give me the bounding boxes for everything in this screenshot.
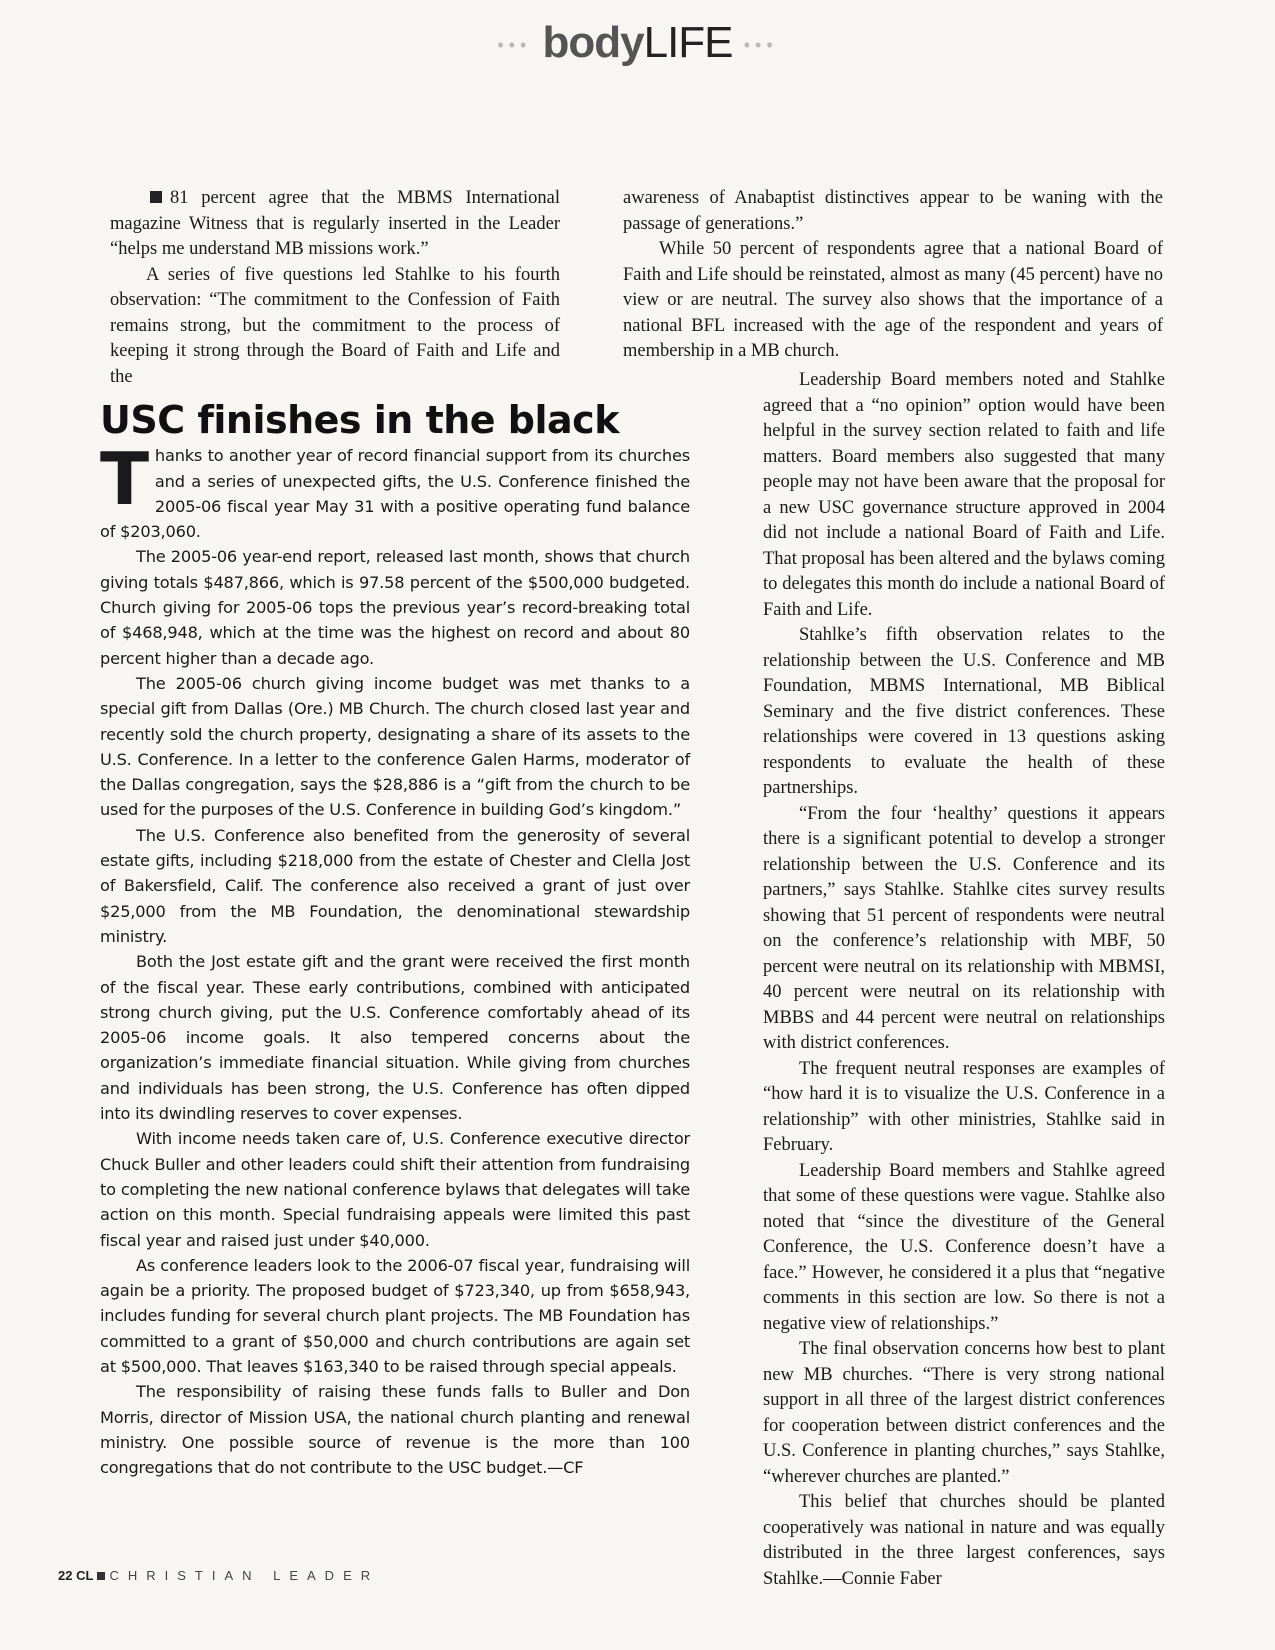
top-right-column: [623, 186, 1163, 365]
article-paragraph: As conference leaders look to the 2006-07 fiscal year, fundraising will again be a priority. The proposed budget of $723,340, up from $658,943, includes funding for several church plant projects. The MB Foundation has committed to a grant of $50,000 and church contributions are again set at $500,000. That leaves $163,340 to be raised through special appeals.: [100, 1255, 690, 1376]
page-number: 22: [58, 1568, 73, 1583]
article-lead: [100, 437, 690, 544]
header-body: body: [542, 18, 644, 67]
header-dots-left: •••: [497, 34, 532, 55]
footer-cl: CL: [76, 1568, 94, 1583]
paragraph: The frequent neutral responses are examples of “how hard it is to visualize the U.S. Conference in a relationship” with other ministries, Stahlke said in February.: [763, 1058, 1165, 1155]
header-dots-right: •••: [743, 34, 778, 55]
magazine-name: CHRISTIAN LEADER: [109, 1568, 380, 1583]
paragraph: Leadership Board members noted and Stahlke agreed that a “no opinion” option would have been helpful in the survey section related to faith and life matters. Board members also suggested that many people may not have been aware that the proposal for a new USC governance structure approved in 2004 did not include a national Board of Faith and Life. That proposal has been altered and the bylaws coming to delegates this month do include a national Board of Faith and Life.: [763, 370, 1165, 620]
article-paragraph: With income needs taken care of, U.S. Conference executive director Chuck Buller and other leaders could shift their attention from fundraising to completing the new national conference bylaws that delegates will take action on this month. Special fundraising appeals were limited this past fiscal year and raised just under $40,000.: [100, 1129, 690, 1250]
paragraph: Leadership Board members and Stahlke agreed that some of these questions were vague. Stahlke also noted that “since the divestiture of the General Conference, the U.S. Conference doesn’t have a face.” However, he considered it a plus that “negative comments in this section are low. So there is not a negative view of relationships.”: [763, 1160, 1165, 1334]
paragraph: “From the four ‘healthy’ questions it appears there is a significant potential to develop a stronger relationship between the U.S. Conference and its partners,” says Stahlke. Stahlke cites survey results showing that 51 percent of respondents were neutral on the conference’s relationship with MBF, 50 percent were neutral on its relationship with MBMSI, 40 percent were neutral on its relationship with MBBS and 44 percent were neutral on relationships with district conferences.: [763, 803, 1165, 1053]
paragraph: A series of five questions led Stahlke to his fourth observation: “The commitment to the Confession of Faith remains strong, but the commitment to the process of keeping it strong through the Board of Faith and Life and the: [110, 264, 560, 387]
top-left-column: [110, 186, 560, 390]
paragraph: Stahlke’s fifth observation relates to the relationship between the U.S. Conference and MB Foundation, MBMS International, MB Biblical Seminary and the five district conferences. These relationships were covered in 13 questions asking respondents to evaluate the health of these partnerships.: [763, 625, 1165, 798]
article-paragraph: Both the Jost estate gift and the grant were received the first month of the fiscal year. These early contributions, combined with anticipated strong church giving, put the U.S. Conference comfortably ahead of its 2005-06 income goals. It also tempered concerns about the organization’s immediate financial situation. While giving from churches and individuals has been strong, the U.S. Conference has often dipped into its dwindling reserves to cover expenses.: [100, 952, 690, 1124]
paragraph: While 50 percent of respondents agree that a national Board of Faith and Life should be reinstated, almost as many (45 percent) have no view or are neutral. The survey also shows that the importance of a national BFL increased with the age of the respondent and years of membership in a MB church.: [623, 239, 1163, 361]
drop-cap: T: [100, 437, 149, 522]
article: [100, 398, 690, 1480]
section-header: [0, 18, 1275, 68]
paragraph: awareness of Anabaptist distinctives appear to be waning with the passage of generations.”: [623, 188, 1163, 234]
paragraph: The final observation concerns how best to plant new MB churches. “There is very strong national support in all three of the largest district conferences for cooperation between district conferences and the U.S. Conference in planting churches,” says Stahlke, “wherever churches are planted.”: [763, 1339, 1165, 1487]
bullet-square-icon: [150, 191, 162, 203]
article-paragraph: The 2005-06 year-end report, released last month, shows that church giving totals $487,866, which is 97.58 percent of the $500,000 budgeted. Church giving for 2005-06 tops the previous year’s record-breaking total of $468,948, which at the time was the highest on record and about 80 percent higher than a decade ago.: [100, 547, 690, 668]
article-paragraph: The 2005-06 church giving income budget was met thanks to a special gift from Dallas (Ore.) MB Church. The church closed last year and recently sold the church property, designating a share of its assets to the U.S. Conference. In a letter to the conference Galen Harms, moderator of the Dallas congregation, says the $28,886 is a “gift from the church to be used for the purposes of the U.S. Conference in building God’s kingdom.”: [100, 673, 690, 820]
article-paragraph: The responsibility of raising these funds falls to Buller and Don Morris, director of Mission USA, the national church planting and renewal ministry. One possible source of revenue is the more than 100 congregations that do not contribute to the USC budget.—CF: [100, 1382, 690, 1478]
article-paragraph: The U.S. Conference also benefited from the generosity of several estate gifts, including $218,000 from the estate of Chester and Clella Jost of Bakersfield, Calif. The conference also received a grant of just over $25,000 from the MB Foundation, the denominational stewardship ministry.: [100, 825, 690, 946]
header-life: LIFE: [643, 18, 733, 67]
bullet-paragraph: [110, 186, 560, 263]
lead-text: hanks to another year of record financial support from its churches and a series of unexpected gifts, the U.S. Conference finished the 2005-06 fiscal year May 31 with a positive operating fund balance of $203,060.: [100, 446, 690, 542]
paragraph: This belief that churches should be planted cooperatively was national in nature and was equally distributed in the three largest conferences, says Stahlke.—Connie Faber: [763, 1492, 1165, 1589]
article-headline: USC finishes in the black: [100, 398, 619, 442]
paragraph-text: 81 percent agree that the MBMS International magazine Witness that is regularly inserted in the Leader “helps me understand MB missions work.”: [110, 188, 560, 259]
right-column: [763, 368, 1165, 1592]
page-footer: [58, 1568, 379, 1583]
footer-square-icon: [97, 1572, 105, 1580]
